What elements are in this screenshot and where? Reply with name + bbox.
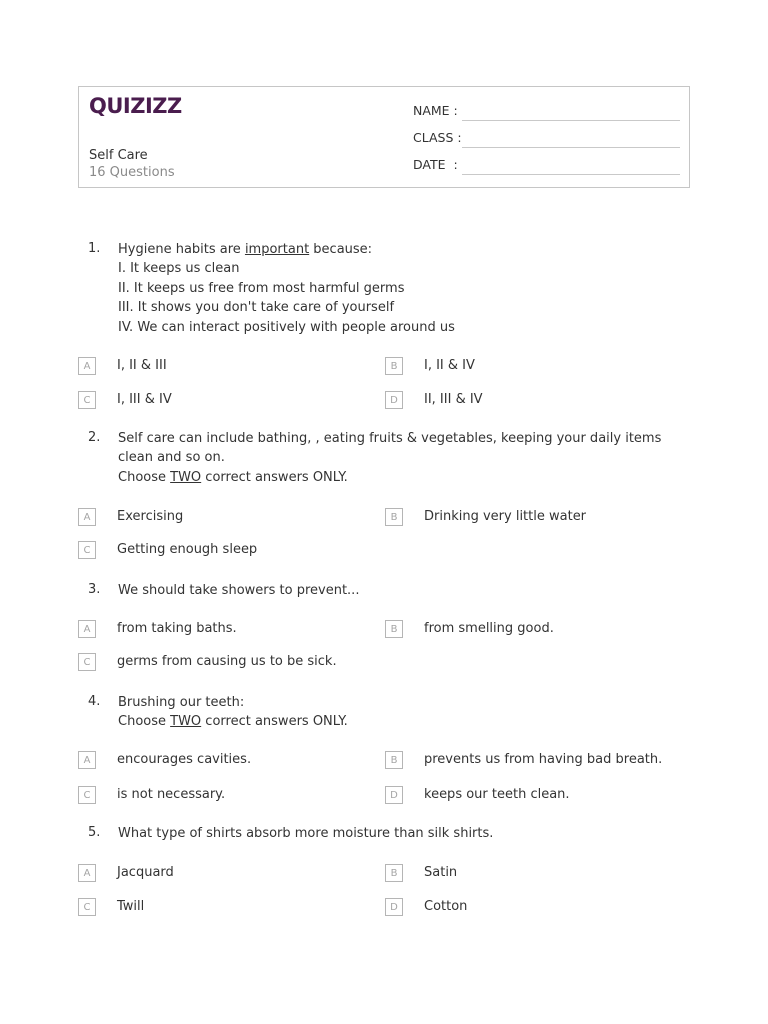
option-text: from taking baths. [117, 621, 237, 636]
option-letter-box[interactable]: C [78, 391, 96, 409]
question-text-segment: Hygiene habits are [118, 242, 245, 257]
question-number: 5. [88, 825, 101, 840]
option-letter-box[interactable]: C [78, 653, 96, 671]
question-text-segment: Choose [118, 469, 171, 485]
option-letter-box[interactable]: D [385, 898, 403, 916]
option-text: prevents us from having bad breath. [424, 752, 663, 767]
question-text-segment: Brushing our teeth: [118, 695, 245, 710]
question-text-segment: Self care can include bathing, , eating fruits & vegetables, keeping your daily items clean and so on. [118, 431, 662, 466]
question-number: 3. [88, 582, 101, 597]
option-text: Jacquard [117, 865, 174, 880]
option-text: Exercising [117, 509, 184, 524]
question-text-segment: We should take showers to prevent... [118, 583, 360, 598]
option-text: I, II & IV [424, 358, 475, 373]
question-text [118, 824, 693, 843]
question-line [118, 240, 693, 259]
option-text: germs from causing us to be sick. [117, 654, 337, 669]
option-text: I, II & III [117, 358, 167, 373]
option-text: Cotton [424, 899, 468, 914]
question-line [118, 298, 693, 317]
option-text: II, III & IV [424, 392, 483, 407]
option-letter-box[interactable]: C [78, 898, 96, 916]
question-line [118, 581, 693, 600]
option-text: I, III & IV [117, 392, 172, 407]
question-text-segment: II. It keeps us free from most harmful germs [118, 280, 405, 296]
option-letter-box[interactable]: B [385, 864, 403, 882]
option-letter-box[interactable]: D [385, 391, 403, 409]
question-text-segment: IV. We can interact positively with people around us [118, 319, 455, 335]
option-text: from smelling good. [424, 621, 554, 636]
option-letter-box[interactable]: B [385, 357, 403, 375]
question-line [118, 693, 693, 712]
option-letter-box[interactable]: A [78, 620, 96, 638]
question-number: 2. [88, 430, 101, 445]
question-text-segment: because: [309, 242, 373, 257]
option-text: Satin [424, 865, 458, 880]
question-text-segment: What type of shirts absorb more moisture than silk shirts. [118, 826, 494, 841]
question-text-segment: Choose [118, 714, 171, 730]
question-line [118, 468, 693, 487]
option-letter-box[interactable]: D [385, 786, 403, 804]
name-label: NAME : [413, 103, 458, 118]
question-line [118, 279, 693, 298]
question-line [118, 429, 693, 468]
question-number: 1. [88, 241, 101, 256]
quizizz-logo: QUIZIZZ [89, 94, 182, 118]
question-number: 4. [88, 694, 101, 709]
option-letter-box[interactable]: A [78, 751, 96, 769]
option-letter-box[interactable]: A [78, 508, 96, 526]
option-text: Getting enough sleep [117, 542, 258, 557]
option-letter-box[interactable]: B [385, 620, 403, 638]
option-text: encourages cavities. [117, 752, 252, 767]
class-line [462, 147, 680, 148]
option-text: Twill [117, 899, 145, 914]
question-text-segment: correct answers ONLY. [201, 469, 348, 485]
underlined-text: TWO [170, 714, 202, 730]
question-line [118, 259, 693, 278]
option-letter-box[interactable]: A [78, 864, 96, 882]
option-letter-box[interactable]: A [78, 357, 96, 375]
question-line [118, 712, 693, 731]
option-text: Drinking very little water [424, 509, 587, 524]
date-label: DATE : [413, 157, 458, 172]
question-text-segment: III. It shows you don't take care of yourself [118, 300, 395, 316]
option-letter-box[interactable]: C [78, 541, 96, 559]
question-text-segment: correct answers ONLY. [201, 714, 348, 730]
quiz-title: Self Care [89, 148, 148, 163]
name-line [462, 120, 680, 121]
option-letter-box[interactable]: B [385, 508, 403, 526]
option-letter-box[interactable]: C [78, 786, 96, 804]
option-letter-box[interactable]: B [385, 751, 403, 769]
option-text: keeps our teeth clean. [424, 787, 570, 802]
option-text: is not necessary. [117, 787, 226, 802]
question-text-segment: I. It keeps us clean [118, 261, 240, 277]
question-line [118, 318, 693, 337]
question-line [118, 824, 693, 843]
underlined-text: important [244, 242, 310, 257]
question-count: 16 Questions [89, 165, 175, 180]
question-text [118, 581, 693, 600]
question-text [118, 240, 693, 337]
worksheet-header [78, 86, 690, 188]
underlined-text: TWO [170, 469, 202, 485]
class-label: CLASS : [413, 130, 462, 145]
question-text [118, 693, 693, 732]
question-text [118, 429, 693, 487]
date-line [462, 174, 680, 175]
